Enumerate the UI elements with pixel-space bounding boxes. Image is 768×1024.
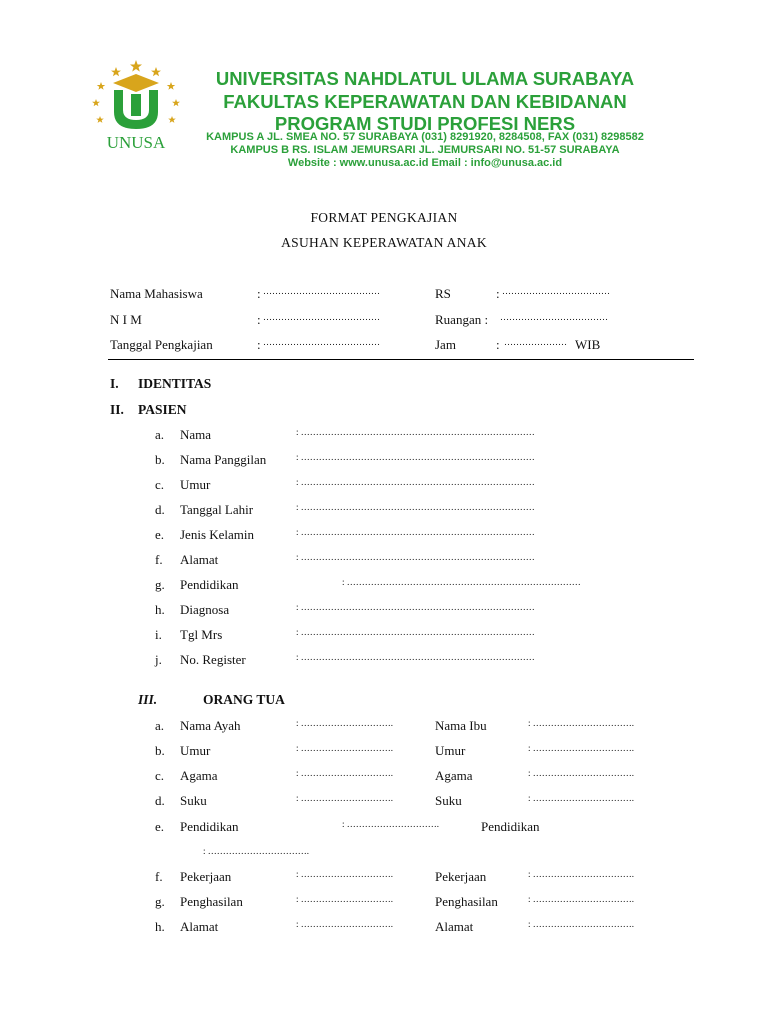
colon: :	[257, 286, 261, 301]
item-label: Tanggal Lahir	[180, 502, 254, 517]
item-field-2[interactable]: : …………………………….	[528, 894, 635, 904]
section-1-title: IDENTITAS	[138, 376, 212, 391]
item-letter: d.	[155, 793, 165, 808]
item-label: Alamat	[180, 552, 219, 567]
section-3-title: ORANG TUA	[203, 692, 285, 707]
item-label: No. Register	[180, 652, 246, 667]
item-letter: c.	[155, 768, 165, 783]
contact-info: Website : www.unusa.ac.id Email : info@unusa.ac.id	[287, 157, 563, 169]
document-subtitle: ASUHAN KEPERAWATAN ANAK	[281, 235, 487, 250]
nim-field[interactable]: …………………………………	[263, 312, 380, 322]
rs-label: RS	[435, 286, 451, 301]
jam-label: Jam	[435, 337, 456, 352]
item-field[interactable]: : ……………………………………………………………………	[342, 577, 581, 587]
item-label-2: Penghasilan	[435, 894, 498, 909]
item-label: Agama	[180, 768, 218, 783]
item-letter: g.	[155, 577, 165, 592]
item-letter: b.	[155, 743, 165, 758]
item-label: Pekerjaan	[180, 869, 232, 884]
item-field[interactable]: : ……………………………………………………………………	[296, 527, 535, 537]
campus-a-address: KAMPUS A JL. SMEA NO. 57 SURABAYA (031) 8291920, 8284508, FAX (031) 8298582	[206, 131, 644, 143]
item-letter: b.	[155, 452, 165, 467]
section-2-title: PASIEN	[138, 402, 187, 417]
item-field[interactable]: : ………………………….	[296, 768, 394, 778]
wib-label: WIB	[575, 337, 601, 352]
item-field-2[interactable]: : …………………………….	[528, 869, 635, 879]
item-field-2[interactable]: : …………………………….	[528, 768, 635, 778]
item-field[interactable]: : ………………………….	[296, 869, 394, 879]
item-field[interactable]: : ……………………………………………………………………	[296, 452, 535, 462]
item-field[interactable]: : ………………………….	[342, 819, 440, 829]
divider	[108, 359, 694, 360]
item-field-2[interactable]: : …………………………….	[203, 846, 310, 856]
item-field[interactable]: : ………………………….	[296, 919, 394, 929]
jam-field[interactable]: …………………	[504, 337, 567, 347]
item-letter: e.	[155, 527, 165, 542]
item-label-2: Umur	[435, 743, 466, 758]
item-label: Jenis Kelamin	[180, 527, 255, 542]
item-label: Tgl Mrs	[180, 627, 223, 642]
colon: :	[257, 337, 261, 352]
item-label: Nama	[180, 427, 212, 442]
item-field[interactable]: : ………………………….	[296, 894, 394, 904]
tanggal-pengkajian-field[interactable]: …………………………………	[263, 337, 380, 347]
item-label-2: Pendidikan	[481, 819, 540, 834]
item-label-2: Suku	[435, 793, 462, 808]
item-field[interactable]: : ……………………………………………………………………	[296, 477, 535, 487]
tanggal-pengkajian-label: Tanggal Pengkajian	[110, 337, 213, 352]
nim-label: N I M	[110, 312, 142, 327]
nama-mahasiswa-label: Nama Mahasiswa	[110, 286, 203, 301]
item-letter: f.	[155, 869, 163, 884]
item-letter: d.	[155, 502, 165, 517]
university-name: UNIVERSITAS NAHDLATUL ULAMA SURABAYA	[215, 68, 635, 89]
section-3-number: III.	[138, 692, 158, 707]
item-letter: a.	[155, 718, 165, 733]
item-field[interactable]: : ………………………….	[296, 793, 394, 803]
item-letter: e.	[155, 819, 165, 834]
item-field[interactable]: : ……………………………………………………………………	[296, 552, 535, 562]
ruangan-field[interactable]: ………………………………	[500, 312, 608, 322]
item-letter: g.	[155, 894, 165, 909]
nama-mahasiswa-field[interactable]: …………………………………	[263, 286, 380, 296]
item-field-2[interactable]: : …………………………….	[528, 919, 635, 929]
item-field[interactable]: : ……………………………………………………………………	[296, 502, 535, 512]
colon: :	[496, 337, 500, 352]
program-name: PROGRAM STUDI PROFESI NERS	[274, 113, 576, 134]
document-title: FORMAT PENGKAJIAN	[310, 210, 458, 225]
item-letter: h.	[155, 602, 165, 617]
item-label-2: Pekerjaan	[435, 869, 487, 884]
item-letter: h.	[155, 919, 165, 934]
item-field[interactable]: : ……………………………………………………………………	[296, 427, 535, 437]
item-label: Penghasilan	[180, 894, 243, 909]
item-letter: c.	[155, 477, 165, 492]
item-field-2[interactable]: : …………………………….	[528, 718, 635, 728]
item-field-2[interactable]: : …………………………….	[528, 743, 635, 753]
faculty-name: FAKULTAS KEPERAWATAN DAN KEBIDANAN	[223, 91, 627, 112]
rs-field[interactable]: ………………………………	[502, 286, 610, 296]
item-letter: j.	[155, 652, 162, 667]
item-field[interactable]: : ………………………….	[296, 718, 394, 728]
colon: :	[496, 286, 500, 301]
item-field-2[interactable]: : …………………………….	[528, 793, 635, 803]
item-label: Nama Ayah	[180, 718, 241, 733]
item-label-2: Alamat	[435, 919, 474, 934]
item-field[interactable]: : ……………………………………………………………………	[296, 602, 535, 612]
section-1-number: I.	[110, 376, 119, 391]
item-label: Pendidikan	[180, 819, 239, 834]
item-label: Umur	[180, 477, 211, 492]
item-label-2: Nama Ibu	[435, 718, 487, 733]
item-label: Nama Panggilan	[180, 452, 267, 467]
item-label: Pendidikan	[180, 577, 239, 592]
campus-b-address: KAMPUS B RS. ISLAM JEMURSARI JL. JEMURSARI NO. 51-57 SURABAYA	[230, 144, 620, 156]
item-label: Umur	[180, 743, 211, 758]
item-field[interactable]: : ……………………………………………………………………	[296, 652, 535, 662]
item-label: Diagnosa	[180, 602, 230, 617]
section-2-number: II.	[110, 402, 124, 417]
ruangan-label: Ruangan :	[435, 312, 489, 327]
item-field[interactable]: : ………………………….	[296, 743, 394, 753]
item-label-2: Agama	[435, 768, 473, 783]
item-label: Suku	[180, 793, 207, 808]
colon: :	[257, 312, 261, 327]
item-label: Alamat	[180, 919, 219, 934]
item-field[interactable]: : ……………………………………………………………………	[296, 627, 535, 637]
unusa-logo	[86, 56, 186, 152]
svg-text:UNUSA: UNUSA	[106, 133, 166, 152]
item-letter: f.	[155, 552, 163, 567]
item-letter: i.	[155, 627, 162, 642]
item-letter: a.	[155, 427, 165, 442]
